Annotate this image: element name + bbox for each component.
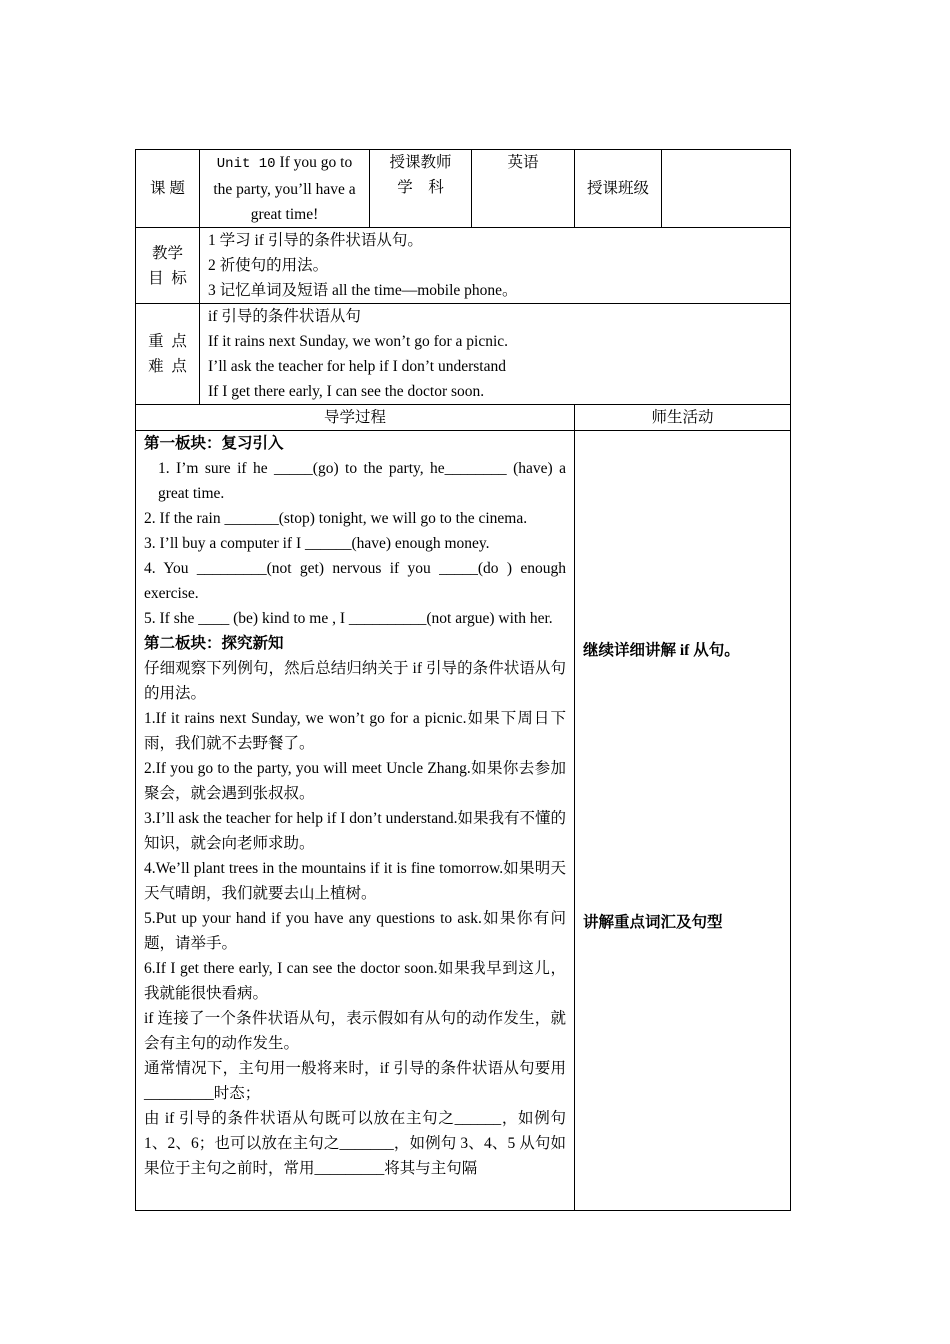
exercise-item: 2. If the rain _______(stop) tonight, we will go to the cinema. [144,510,528,527]
example-sentence: 1.If it rains next Sunday, we won’t go for a picnic.如果下周日下雨，我们就不去野餐了。 [144,710,566,752]
keypoints-label-1: 重 点 [148,333,187,350]
objectives-label [136,228,200,304]
section-2-intro: 仔细观察下列例句，然后总结归纳关于 if 引导的条件状语从句的用法。 [144,660,566,702]
example-sentence: 4.We’ll plant trees in the mountains if it is fine tomorrow.如果明天天气晴朗，我们就要去山上植树。 [144,860,566,902]
keypoint-item: I’ll ask the teacher for help if I don’t understand [208,358,506,375]
example-sentence: 6.If I get there early, I can see the doctor soon.如果我早到这儿，我就能很快看病。 [144,960,566,1002]
keypoints-label-2: 难 点 [148,358,187,375]
process-column-header: 导学过程 [136,405,575,431]
activity-column-header: 师生活动 [575,405,791,431]
topic-value [200,150,370,228]
keypoints-row [136,304,791,405]
activity-note: 讲解重点词汇及句型 [583,914,723,931]
objective-item: 3 记忆单词及短语 all the time—mobile phone。 [208,282,518,299]
objective-item: 2 祈使句的用法。 [208,257,329,274]
keypoint-item: if 引导的条件状语从句 [208,308,361,325]
example-sentence: 3.I’ll ask the teacher for help if I don’t understand.如果我有不懂的知识，就会向老师求助。 [144,810,566,852]
teacher-label: 授课教师 [389,154,452,171]
process-header-row [136,405,791,431]
class-value [662,150,791,228]
keypoints-content [200,304,791,405]
keypoints-label [136,304,200,405]
grammar-note: 由 if 引导的条件状语从句既可以放在主句之______，如例句 1、2、6；也可以放在主句之_______，如例句 3、4、5 从句如果位于主句之前时，常用_________将其与主句隔 [144,1110,566,1177]
activity-content [575,431,791,1211]
exercise-item: 5. If she ____ (be) kind to me , I __________(not argue) with her. [144,610,553,627]
topic-rest: If you go to the party, you’ll have a great time! [213,154,356,223]
objectives-row [136,228,791,304]
topic-prefix: Unit 10 [216,156,276,172]
grammar-note: if 连接了一个条件状语从句，表示假如有从句的动作发生，就会有主句的动作发生。 [144,1010,566,1052]
objectives-label-1: 教学 [151,244,183,262]
exercise-item: 3. I’ll buy a computer if I ______(have) enough money. [144,535,490,552]
grammar-note: 通常情况下，主句用一般将来时，if 引导的条件状语从句要用_________时态； [144,1060,566,1102]
teacher-subject-labels [370,150,472,228]
example-sentence: 2.If you go to the party, you will meet Uncle Zhang.如果你去参加聚会，就会遇到张叔叔。 [144,760,566,802]
header-row [136,150,791,228]
lesson-plan-table [135,149,791,1211]
keypoint-item: If it rains next Sunday, we won’t go for a picnic. [208,333,509,350]
topic-label: 课 题 [136,150,200,228]
keypoint-item: If I get there early, I can see the doctor soon. [208,383,485,400]
activity-note: 继续详细讲解 if 从句。 [583,642,740,659]
section-2-title: 第二板块：探究新知 [144,635,284,652]
objective-item: 1 学习 if 引导的条件状语从句。 [208,232,423,249]
process-content [136,431,575,1211]
subject-label: 学 科 [397,179,444,196]
class-label: 授课班级 [575,150,662,228]
objectives-content [200,228,791,304]
exercise-item: 4. You _________(not get) nervous if you _____(do ) enough exercise. [144,560,566,602]
section-1-title: 第一板块：复习引入 [144,435,284,452]
subject-value: 英语 [472,150,575,228]
objectives-label-2: 目 标 [148,269,187,287]
exercise-item: 1. I’m sure if he _____(go) to the party, he________ (have) a great time. [158,460,566,502]
process-content-row [136,431,791,1211]
example-sentence: 5.Put up your hand if you have any questions to ask.如果你有问题，请举手。 [144,910,566,952]
